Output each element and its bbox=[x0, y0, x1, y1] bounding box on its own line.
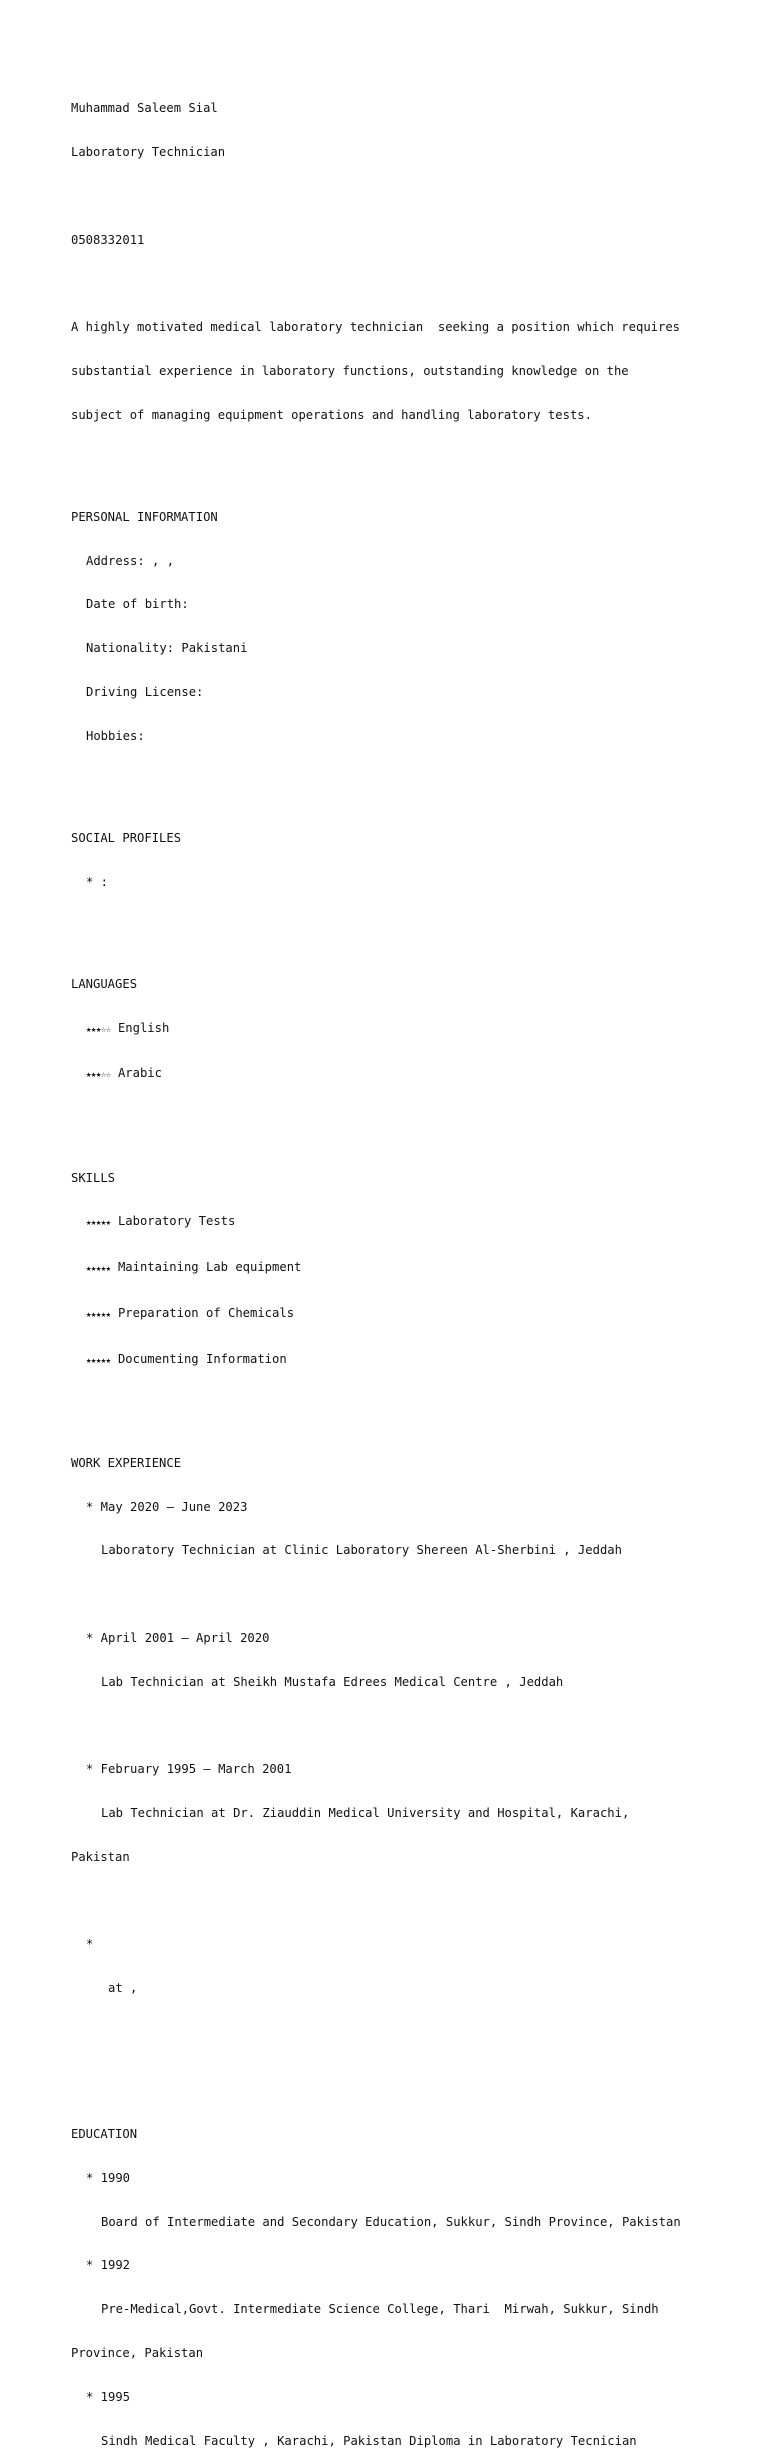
social-profile-item: * : bbox=[86, 874, 109, 889]
job-description: at , bbox=[108, 1981, 138, 1996]
summary-line-2: substantial experience in laboratory functions, outstanding knowledge on the bbox=[71, 363, 629, 378]
education-description: Sindh Medical Faculty , Karachi, Pakistan Diploma in Laboratory Tecnician bbox=[101, 2433, 637, 2448]
language-label: Arabic bbox=[117, 1066, 162, 1081]
education-year: * 1990 bbox=[86, 2170, 131, 2185]
language-item-arabic bbox=[71, 1066, 711, 1083]
rating-stars-icon: ★★★★★ bbox=[86, 1355, 111, 1366]
language-label: English bbox=[117, 1020, 170, 1035]
education-description: Board of Intermediate and Secondary Education, Sukkur, Sindh Province, Pakistan bbox=[101, 2214, 681, 2229]
phone-number: 0508332011 bbox=[71, 232, 145, 247]
social-profiles-heading: SOCIAL PROFILES bbox=[71, 830, 182, 845]
skill-label: Laboratory Tests bbox=[117, 1214, 236, 1229]
rating-stars-icon: ★★★☆☆ bbox=[86, 1070, 111, 1081]
rating-stars-icon: ★★★★★ bbox=[86, 1309, 111, 1320]
skills-heading: SKILLS bbox=[71, 1170, 116, 1185]
hobbies-field: Hobbies: bbox=[86, 728, 145, 743]
education-description-continued: Province, Pakistan bbox=[71, 2346, 204, 2361]
job-description: Lab Technician at Dr. Ziauddin Medical University and Hospital, Karachi, bbox=[101, 1806, 630, 1821]
dob-field: Date of birth: bbox=[86, 597, 189, 612]
job-description-continued: Pakistan bbox=[71, 1849, 130, 1864]
skill-label: Maintaining Lab equipment bbox=[117, 1260, 302, 1275]
skill-item bbox=[71, 1306, 711, 1323]
job-dates: * April 2001 – April 2020 bbox=[86, 1630, 270, 1645]
work-experience-heading: WORK EXPERIENCE bbox=[71, 1455, 182, 1470]
skill-label: Preparation of Chemicals bbox=[117, 1305, 295, 1320]
rating-stars-icon: ★★★★★ bbox=[86, 1264, 111, 1275]
job-description: Lab Technician at Sheikh Mustafa Edrees Medical Centre , Jeddah bbox=[101, 1674, 564, 1689]
job-title: Laboratory Technician bbox=[71, 144, 226, 159]
rating-stars-icon: ★★★★★ bbox=[86, 1218, 111, 1229]
skill-item bbox=[71, 1260, 711, 1277]
education-description: Pre-Medical,Govt. Intermediate Science College, Thari Mirwah, Sukkur, Sindh bbox=[101, 2302, 659, 2317]
job-dates: * bbox=[86, 1937, 94, 1952]
education-year: * 1995 bbox=[86, 2389, 131, 2404]
resume-document bbox=[71, 72, 711, 2463]
skill-item bbox=[71, 1214, 711, 1231]
job-dates: * February 1995 – March 2001 bbox=[86, 1762, 292, 1777]
summary-line-1: A highly motivated medical laboratory technician seeking a position which requires bbox=[71, 320, 681, 335]
languages-heading: LANGUAGES bbox=[71, 976, 138, 991]
skill-label: Documenting Information bbox=[117, 1351, 287, 1366]
job-dates: * May 2020 – June 2023 bbox=[86, 1499, 248, 1514]
nationality-field: Nationality: Pakistani bbox=[86, 641, 248, 656]
skill-item bbox=[71, 1352, 711, 1369]
personal-info-heading: PERSONAL INFORMATION bbox=[71, 509, 218, 524]
rating-stars-icon: ★★★☆☆ bbox=[86, 1024, 111, 1035]
education-heading: EDUCATION bbox=[71, 2127, 138, 2142]
driving-license-field: Driving License: bbox=[86, 684, 204, 699]
education-year: * 1992 bbox=[86, 2258, 131, 2273]
candidate-name: Muhammad Saleem Sial bbox=[71, 101, 218, 116]
summary-line-3: subject of managing equipment operations and handling laboratory tests. bbox=[71, 407, 592, 422]
language-item-english bbox=[71, 1021, 711, 1038]
address-field: Address: , , bbox=[86, 553, 175, 568]
job-description: Laboratory Technician at Clinic Laboratory Shereen Al-Sherbini , Jeddah bbox=[101, 1543, 622, 1558]
